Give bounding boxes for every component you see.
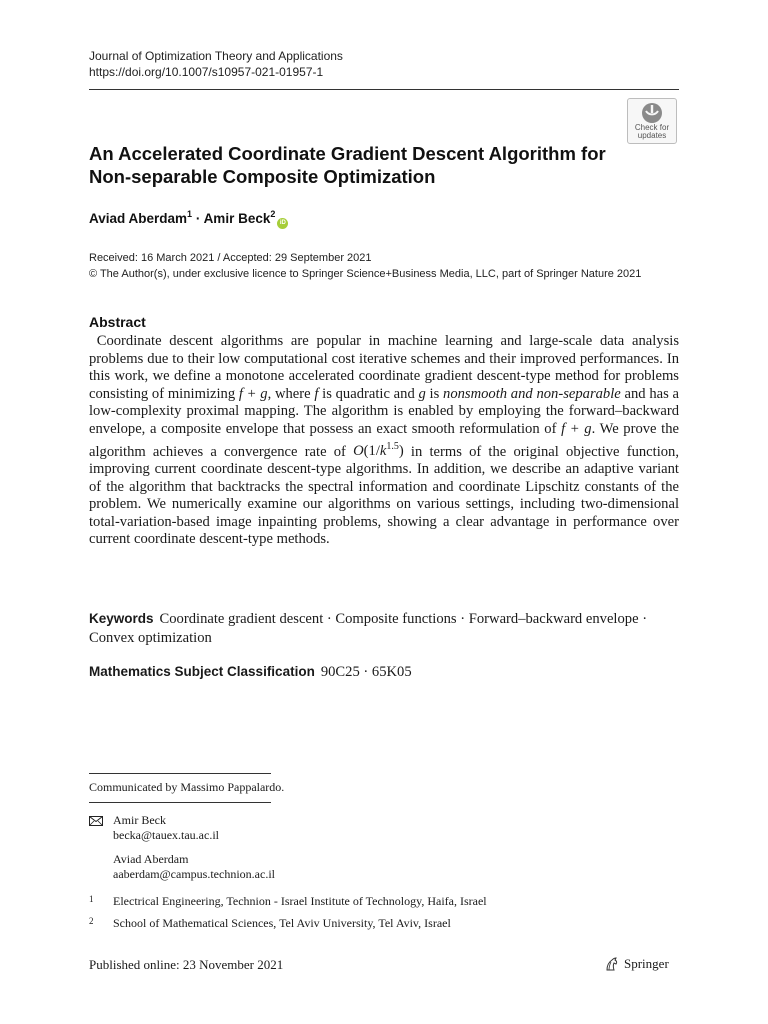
check-for-updates-badge[interactable] <box>627 98 677 144</box>
math-paren: (1/ <box>363 443 380 460</box>
math-f-plus-g: f + g <box>561 420 592 437</box>
author-separator: · <box>195 211 201 226</box>
keywords-list: Coordinate gradient descent · Composite functions · Forward–backward envelope · Convex optimization <box>89 611 648 646</box>
abstract-emphasis: nonsmooth and non-separable <box>443 385 621 402</box>
affiliation-number: 1 <box>89 894 94 904</box>
math-f-plus-g: f + g <box>238 385 268 402</box>
contact-2-name: Aviad Aberdam <box>113 852 189 866</box>
keywords-label: Keywords <box>89 611 154 626</box>
author-1[interactable]: Aviad Aberdam <box>89 211 188 226</box>
orcid-icon[interactable]: iD <box>277 218 288 229</box>
envelope-icon <box>89 816 103 826</box>
article-dates <box>89 250 641 282</box>
author-line <box>89 209 288 229</box>
badge-line-2: updates <box>637 131 667 140</box>
publisher-name: Springer <box>624 956 669 971</box>
title-line-1: An Accelerated Coordinate Gradient Descent Algorithm for <box>89 143 606 164</box>
header-rule <box>89 89 679 90</box>
footnote-rule <box>89 773 271 774</box>
msc-codes: 90C25 · 65K05 <box>320 664 412 680</box>
keywords <box>89 609 679 648</box>
contact-1-email[interactable]: becka@tauex.tau.ac.il <box>113 828 219 842</box>
math-big-o: O <box>353 443 364 460</box>
abstract-heading: Abstract <box>89 314 146 330</box>
journal-header <box>89 48 343 80</box>
abstract-text: is quadratic and <box>318 385 419 402</box>
contact-1-name: Amir Beck <box>113 813 166 827</box>
footnote-rule <box>89 802 271 803</box>
abstract-text: is <box>425 385 444 402</box>
math-g: g <box>418 385 426 402</box>
math-paren: ) <box>398 443 404 460</box>
springer-horse-icon <box>604 956 620 972</box>
author-2-affil: 2 <box>270 209 276 219</box>
corresponding-contacts <box>89 813 275 882</box>
contact-2-email[interactable]: aaberdam@campus.technion.ac.il <box>113 867 275 881</box>
badge-line-1: Check for <box>634 123 670 132</box>
math-convergence-rate <box>353 443 404 459</box>
doi-link[interactable]: https://doi.org/10.1007/s10957-021-01957-1 <box>89 65 324 79</box>
journal-name: Journal of Optimization Theory and Applications <box>89 49 343 63</box>
received-accepted: Received: 16 March 2021 / Accepted: 29 September 2021 <box>89 252 372 264</box>
abstract-text: . We prove the algorithm achieves a convergence rate of <box>89 420 679 460</box>
abstract-text: , where <box>267 385 315 402</box>
abstract-text: Coordinate descent algorithms are popular in machine learning and large-scale data analysis problems due to their low computational cost iterative schemes and their improved performances. In this work, we define a monotone accelerated coordinate gradient descent-type method for problems consisting of minimizing <box>89 333 679 402</box>
abstract-body <box>89 333 679 549</box>
author-1-affil: 1 <box>187 209 193 219</box>
affiliation-number: 2 <box>89 916 94 926</box>
copyright-notice: © The Author(s), under exclusive licence to Springer Science+Business Media, LLC, part of Springer Nature 2021 <box>89 268 642 280</box>
article-title <box>89 142 629 188</box>
subject-classification <box>89 664 412 681</box>
abstract-text: in terms of the original objective function, improving current coordinate descent-type algorithms. In addition, we describe an adaptive variant of the algorithm that backtracks the spectral information and coordinate Lipschitz constants of the problem. We numerically examine our algorithms on various settings, including two-dimensional total-variation-based image inpainting problems, showing a clear advantage in performance over current coordinate descent-type methods. <box>89 443 679 548</box>
abstract-text: and has a low-complexity proximal mapping. The algorithm is enabled by employing the forward–backward envelope, a composite envelope that possess an exact smooth reformulation of <box>89 385 679 437</box>
affiliation-1 <box>89 894 487 909</box>
affiliation-text: Electrical Engineering, Technion - Israel Institute of Technology, Haifa, Israel <box>113 894 487 908</box>
published-online: Published online: 23 November 2021 <box>89 957 284 972</box>
publisher-logo[interactable] <box>604 956 669 972</box>
communicated-by: Communicated by Massimo Pappalardo. <box>89 780 285 794</box>
msc-label: Mathematics Subject Classification <box>89 664 315 679</box>
math-exponent: 1.5 <box>386 441 399 453</box>
check-for-updates-icon <box>640 102 664 124</box>
affiliation-2 <box>89 916 451 931</box>
math-f: f <box>314 385 319 402</box>
author-2[interactable]: Amir Beck <box>203 211 271 226</box>
affiliation-text: School of Mathematical Sciences, Tel Aviv University, Tel Aviv, Israel <box>113 916 451 930</box>
title-line-2: Non-separable Composite Optimization <box>89 166 436 187</box>
math-k: k <box>379 443 387 460</box>
